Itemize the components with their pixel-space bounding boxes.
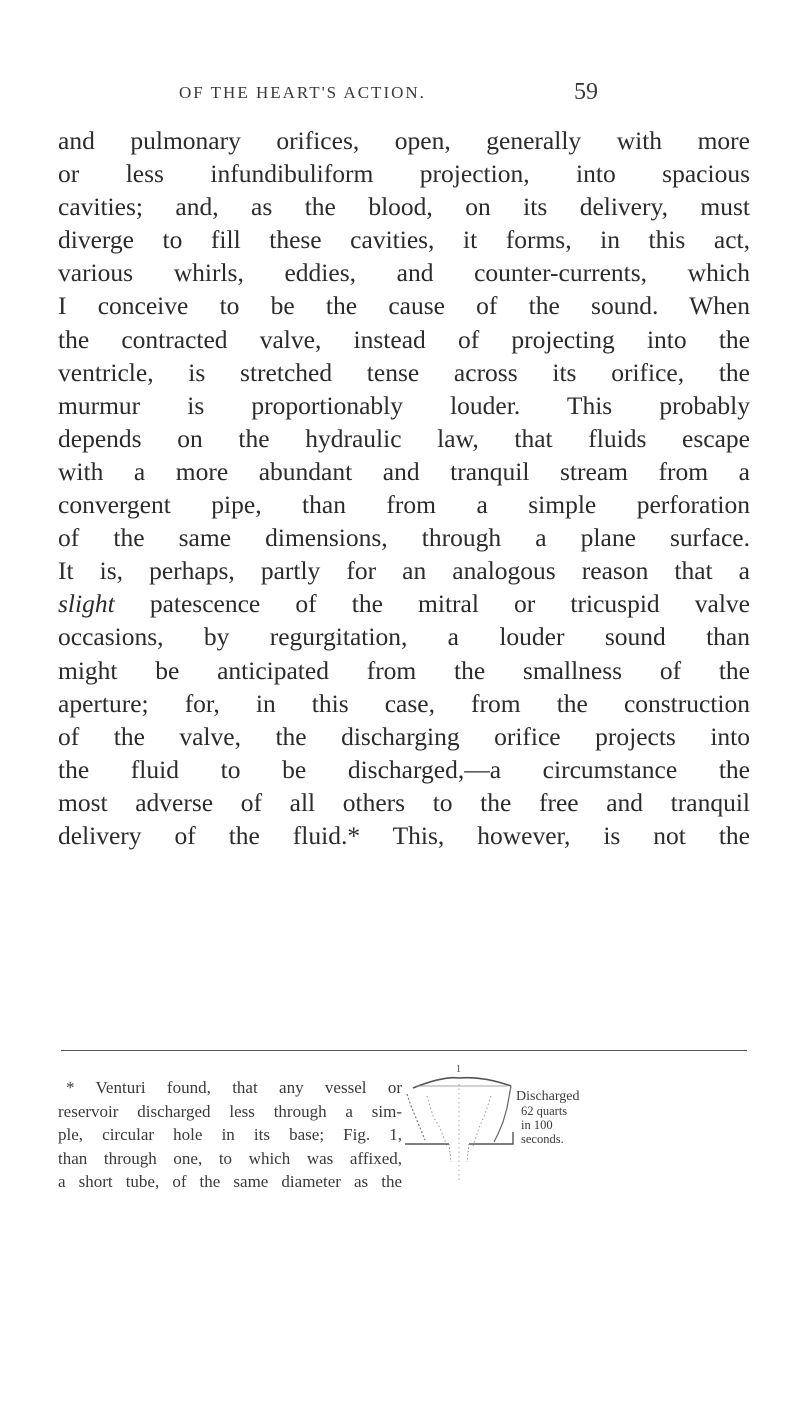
footnote-rule	[61, 1050, 747, 1051]
flow-line-left	[427, 1096, 447, 1146]
text-line: might be anticipated from the smallness of the	[58, 655, 750, 685]
text-line: convergent pipe, than from a simple perforation	[58, 490, 750, 520]
text-line: various whirls, eddies, and counter-currents, which	[58, 258, 750, 288]
footnote-line: ple, circular hole in its base; Fig. 1,	[58, 1125, 402, 1144]
vessel-top-rim	[413, 1078, 511, 1088]
text-line: aperture; for, in this case, from the construction	[58, 688, 750, 718]
footnote	[58, 1076, 402, 1194]
text-line: the contracted valve, instead of projecting into the	[58, 324, 750, 354]
text-line: It is, perhaps, partly for an analogous reason that a	[58, 556, 750, 586]
text-line: ventricle, is stretched tense across its orifice, the	[58, 357, 750, 387]
body-text	[58, 124, 750, 852]
text-line: diverge to fill these cavities, it forms, in this act,	[58, 225, 750, 255]
text-line: most adverse of all others to the free and tranquil	[58, 787, 750, 817]
text-line-rest: patescence of the mitral or tricuspid valve	[149, 589, 751, 619]
running-header	[0, 79, 801, 113]
text-line: delivery of the fluid.* This, however, is not the	[58, 820, 750, 850]
venturi-vessel-figure	[403, 1062, 515, 1192]
caption-line: Discharged	[516, 1089, 580, 1104]
text-line: or less infundibuliform projection, into spacious	[58, 159, 750, 189]
footnote-line: reservoir discharged less through a sim-	[58, 1101, 402, 1121]
flow-line-right	[473, 1096, 491, 1146]
footnote-line: a short tube, of the same diameter as the	[58, 1172, 402, 1191]
text-line: I conceive to be the cause of the sound. When	[58, 291, 750, 321]
text-line: murmur is proportionably louder. This probably	[58, 390, 750, 420]
text-line: cavities; and, as the blood, on its delivery, must	[58, 192, 750, 222]
figure-caption	[516, 1090, 616, 1146]
text-line: the fluid to be discharged,—a circumstance the	[58, 754, 750, 784]
text-line: of the valve, the discharging orifice projects into	[58, 721, 750, 751]
text-line-with-italic	[58, 587, 750, 620]
caption-line: in 100	[521, 1118, 553, 1132]
text-line: with a more abundant and tranquil stream from a	[58, 456, 750, 486]
running-title: OF THE HEART'S ACTION.	[179, 83, 426, 102]
italic-word: slight	[58, 589, 115, 619]
caption-line: seconds.	[521, 1132, 564, 1146]
tube-left	[449, 1144, 451, 1162]
text-line: of the same dimensions, through a plane surface.	[58, 523, 750, 553]
footnote-line: * Venturi found, that any vessel or	[66, 1078, 402, 1097]
figure-label: 1	[456, 1064, 461, 1075]
footnote-line: than through one, to which was affixed,	[58, 1148, 402, 1168]
vessel-right-wall	[494, 1086, 511, 1142]
vessel-left-wall	[407, 1094, 425, 1140]
caption-line: 62 quarts	[521, 1104, 568, 1118]
text-line: and pulmonary orifices, open, generally with more	[58, 126, 750, 155]
page-number: 59	[574, 79, 598, 105]
tube-right	[467, 1144, 469, 1162]
text-line: depends on the hydraulic law, that fluids escape	[58, 423, 750, 453]
text-line: occasions, by regurgitation, a louder sound than	[58, 622, 750, 652]
